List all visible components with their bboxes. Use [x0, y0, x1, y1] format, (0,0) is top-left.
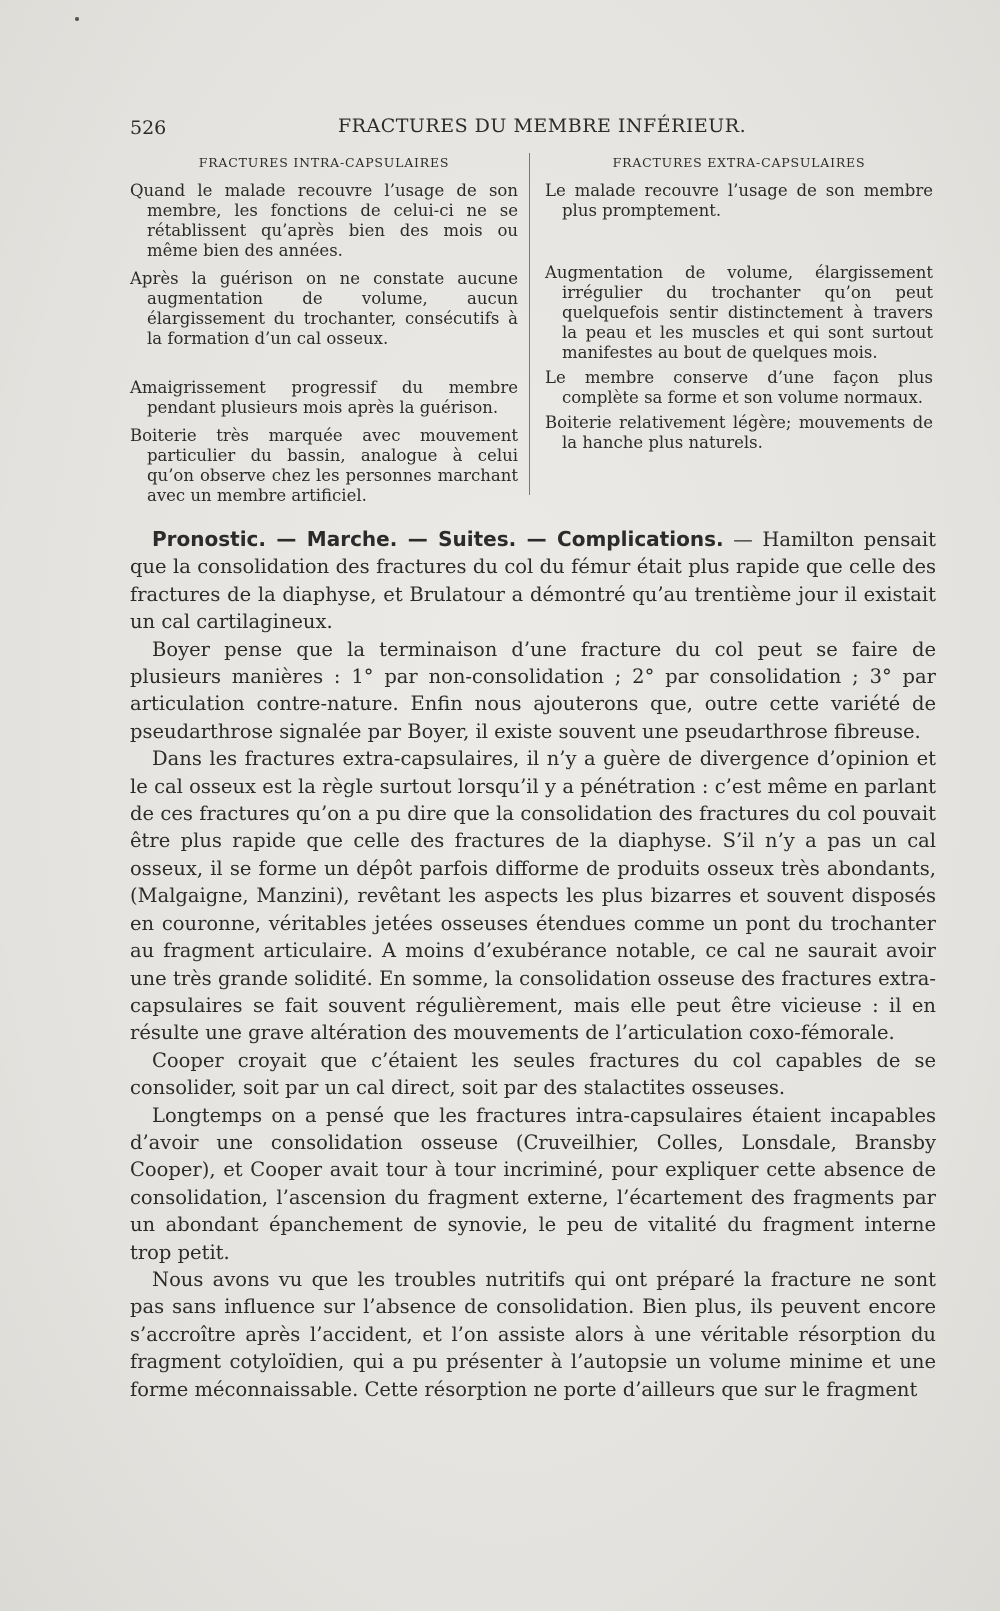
column-entry: Augmentation de volume, élargissement irrégulier du trochanter qu’on peut quelquefois sentir distinctement à travers la peau et les muscles et qui sont surtout manifestes au bout de quelques mois. — [545, 263, 933, 362]
paragraph: Nous avons vu que les troubles nutritifs qui ont préparé la fracture ne sont pas sans influence sur l’absence de consolidation. Bien plus, ils peuvent encore s’accroître après l’accident, et l’on assiste alors à une véritable résorption du fragment cotyloïdien, qui a pu présenter à l’autopsie un volume minime et une forme méconnaissable. Cette résorption ne porte d’ailleurs que sur le fragment — [130, 1267, 936, 1401]
intra-capsulaires-column — [130, 153, 518, 506]
column-entry: Boiterie très marquée avec mouvement particulier du bassin, analogue à celui qu’on observe chez les personnes marchant avec un membre artificiel. — [130, 426, 518, 505]
paragraph — [130, 526, 936, 636]
paragraph: Boyer pense que la terminaison d’une fracture du col peut se faire de plusieurs manières : 1° par non-consolidation ; 2° par consolidation ; 3° par articulation contre-nature. Enfin nous ajouterons que, outre cette variété de pseudarthrose signalée par Boyer, il existe souvent une pseudarthrose fibreuse. — [130, 637, 936, 743]
column-entry: Quand le malade recouvre l’usage de son membre, les fonctions de celui-ci ne se rétablissent qu’après bien des mois ou même bien des années. — [130, 181, 518, 260]
column-entry: Le malade recouvre l’usage de son membre plus promptement. — [545, 181, 933, 220]
column-entry: Boiterie relativement légère; mouvements de la hanche plus naturels. — [545, 413, 933, 452]
paragraph: Longtemps on a pensé que les fractures intra-capsulaires étaient incapables d’avoir une consolidation osseuse (Cruveilhier, Colles, Lonsdale, Bransby Cooper), et Cooper avait tour à tour incriminé, pour expliquer cette absence de consolidation, l’ascension du fragment externe, l’écartement des fragments par un abondant épanchement de synovie, le peu de vitalité du fragment interne trop petit. — [130, 1103, 936, 1264]
column-entry: Amaigrissement progressif du membre pendant plusieurs mois après la guérison. — [130, 378, 518, 417]
column-entry: Le membre conserve d’une façon plus complète sa forme et son volume normaux. — [545, 368, 933, 407]
column-entry: Après la guérison on ne constate aucune augmentation de volume, aucun élargissement du trochanter, consécutifs à la formation d’un cal osseux. — [130, 269, 518, 348]
paragraph: Cooper croyait que c’étaient les seules fractures du col capables de se consolider, soit par un cal direct, soit par des stalactites osseuses. — [130, 1048, 936, 1100]
paragraph: Dans les fractures extra-capsulaires, il n’y a guère de divergence d’opinion et le cal osseux est la règle surtout lorsqu’il y a pénétration : c’est même en parlant de ces fractures qu’on a pu dire que la consolidation des fractures du col pouvait être plus rapide que celle des fractures de la diaphyse. S’il n’y a pas un cal osseux, il se forme un dépôt parfois difforme de produits osseux très abondants, (Malgaigne, Manzini), revêtant les aspects les plus bizarres et souvent disposés en couronne, véritables jetées osseuses étendues comme un pont du trochanter au fragment articulaire. A moins d’exubérance notable, ce cal ne saurait avoir une très grande solidité. En somme, la consolidation osseuse des fractures extra-capsulaires se fait souvent régulièrement, mais elle peut être vicieuse : il en résulte une grave altération des mouvements de l’articulation coxo-fémorale. — [130, 747, 936, 1045]
extra-capsulaires-column — [545, 153, 933, 453]
running-title: FRACTURES DU MEMBRE INFÉRIEUR. — [338, 115, 747, 137]
paragraph-text: — Hamilton pensait que la consolidation des fractures du col du fémur était plus rapide que celle des fractures de la diaphyse, et Brulatour a démontré qu’au trentième jour il existait un cal cartilagineux. — [130, 528, 937, 634]
column-heading: FRACTURES EXTRA-CAPSULAIRES — [612, 155, 866, 170]
ink-speck — [75, 17, 79, 21]
page-number: 526 — [130, 117, 167, 139]
column-heading: FRACTURES INTRA-CAPSULAIRES — [198, 155, 450, 170]
column-divider — [529, 153, 530, 495]
body-text — [130, 526, 936, 1403]
section-heading: Pronostic. — Marche. — Suites. — Complications. — [152, 527, 724, 551]
